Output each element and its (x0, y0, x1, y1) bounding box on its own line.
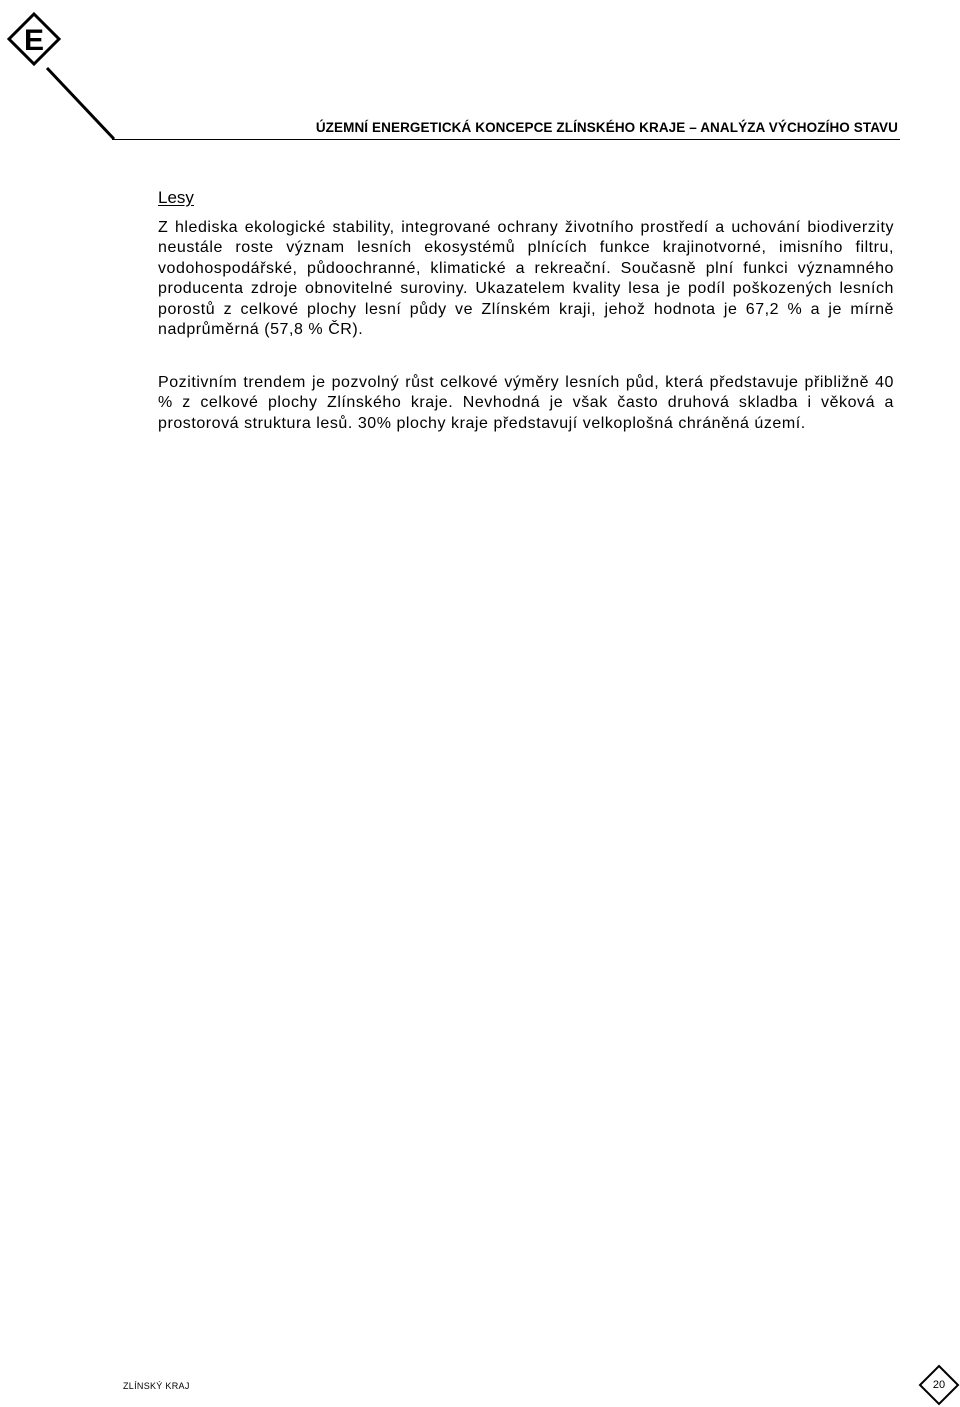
footer-region-label: ZLÍNSKÝ KRAJ (123, 1381, 190, 1391)
page-number: 20 (932, 1379, 946, 1391)
section-heading: Lesy (158, 188, 194, 207)
paragraph-forests-trend: Pozitivním trendem je pozvolný růst celkové výměry lesních půd, která představuje přibližně 40 % z celkové plochy Zlínského kraje. Nevhodná je však často druhová skladba i věková a prostorová struktura lesů. 30% plochy kraje představují velkoplošná chráněná území. (158, 374, 894, 432)
header-divider (112, 139, 900, 140)
document-header-title: ÚZEMNÍ ENERGETICKÁ KONCEPCE ZLÍNSKÉHO KRAJE – ANALÝZA VÝCHOZÍHO STAVU (315, 120, 898, 135)
logo-letter: E (23, 24, 45, 57)
paragraph-forests-importance: Z hlediska ekologické stability, integrované ochrany životního prostředí a uchování biodiverzity neustále roste význam lesních ekosystémů plnících funkce krajinotvorné, imisního filtru, vodohospodářské, půdoochranné, klimatické a rekreační. Současně plní funkci významného producenta zdroje obnovitelné suroviny. Ukazatelem kvality lesa je podíl poškozených lesních porostů z celkové plochy lesní půdy ve Zlínském kraji, jehož hodnota je 67,2 % a je mírně nadprůměrná (57,8 % ČR). (158, 219, 894, 339)
diamond-e-logo-icon (0, 0, 120, 150)
